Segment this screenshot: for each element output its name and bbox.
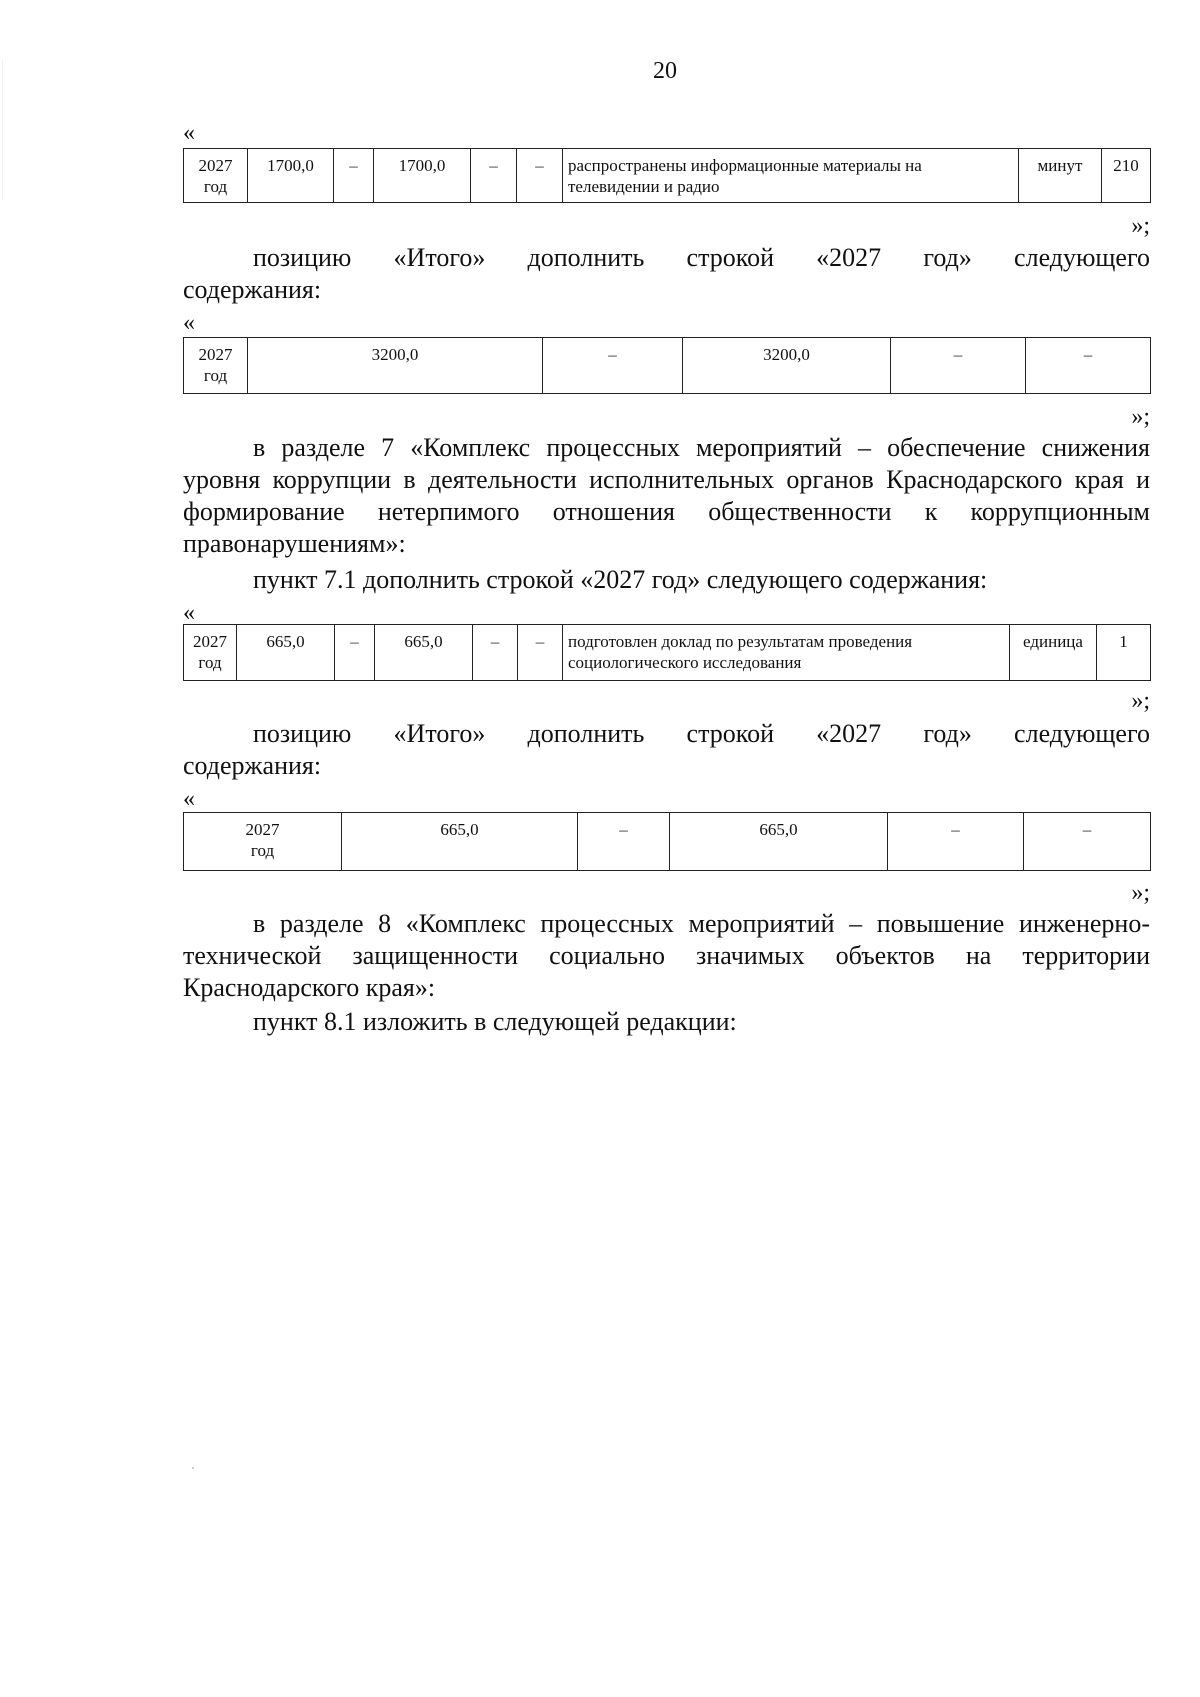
scan-speck (192, 1467, 194, 1469)
year-unit-text: год (250, 841, 275, 860)
year-unit-text: год (198, 653, 222, 672)
table-row (184, 338, 1151, 394)
year-text: 2027 (245, 820, 280, 839)
unit-cell: единица (1010, 625, 1097, 681)
paragraph-point-8-1 (183, 1006, 1150, 1038)
amount-other-cell: – (518, 625, 563, 681)
paragraph-point-7-1 (183, 564, 1150, 596)
table-row (184, 149, 1151, 203)
close-quote: »; (1131, 213, 1150, 239)
paragraph-section-8 (183, 908, 1150, 1004)
close-quote: »; (1131, 688, 1150, 714)
amount-local-cell: – (473, 625, 518, 681)
amount-total-cell: 1700,0 (248, 149, 334, 203)
paragraph-text: позицию «Итого» дополнить строкой «2027 год» следующего (253, 243, 1150, 272)
amount-federal-cell: – (335, 625, 375, 681)
paragraph-itogo-2 (183, 718, 1150, 750)
paragraph-text: позицию «Итого» дополнить строкой «2027 год» следующего (253, 719, 1150, 748)
open-quote: « (183, 600, 195, 626)
paragraph-text: пункт 8.1 изложить в следующей редакции: (253, 1007, 737, 1036)
paragraph-text: пункт 7.1 дополнить строкой «2027 год» следующего содержания: (253, 565, 988, 594)
amount-regional-cell: 1700,0 (374, 149, 471, 203)
amount-federal-cell: – (543, 338, 683, 394)
table-row (184, 813, 1151, 871)
year-cell (184, 149, 248, 203)
year-unit-text: год (203, 177, 228, 196)
table-row-2027-itogo-2 (183, 812, 1151, 871)
unit-cell: минут (1019, 149, 1102, 203)
paragraph-itogo-2-cont: содержания: (183, 751, 322, 780)
value-cell: 1 (1097, 625, 1151, 681)
result-cell: распространены информационные материалы на телевидении и радио (563, 149, 1019, 203)
amount-regional-cell: 665,0 (375, 625, 473, 681)
result-cell: подготовлен доклад по результатам проведения социологического исследования (563, 625, 1010, 681)
close-quote: »; (1131, 880, 1150, 906)
scan-edge-mark (2, 60, 3, 200)
year-text: 2027 (198, 345, 233, 364)
amount-total-cell: 665,0 (237, 625, 335, 681)
year-text: 2027 (198, 156, 233, 175)
page-number: 20 (653, 58, 677, 84)
year-unit-text: год (203, 366, 228, 385)
year-cell (184, 625, 237, 681)
amount-regional-cell: 665,0 (670, 813, 888, 871)
table-row-2027-info-materials (183, 148, 1151, 203)
close-quote: »; (1131, 404, 1150, 430)
paragraph-section-7 (183, 432, 1150, 560)
amount-local-cell: – (891, 338, 1026, 394)
amount-local-cell: – (888, 813, 1024, 871)
amount-total-cell: 3200,0 (248, 338, 543, 394)
paragraph-text: в разделе 7 «Комплекс процессных мероприятий – обеспечение снижения уровня коррупции в деятельности исполнительных органов Краснодарского края и формирование нетерпимого отношения общественности к коррупционным правонарушениям»: (183, 433, 1150, 558)
amount-other-cell: – (517, 149, 563, 203)
amount-total-cell: 665,0 (342, 813, 578, 871)
value-cell: 210 (1102, 149, 1151, 203)
table-row (184, 625, 1151, 681)
table-row-2027-report (183, 624, 1151, 681)
year-cell (184, 338, 248, 394)
open-quote: « (183, 310, 195, 336)
amount-federal-cell: – (334, 149, 374, 203)
open-quote: « (183, 120, 195, 146)
open-quote: « (183, 786, 195, 812)
year-cell (184, 813, 342, 871)
amount-other-cell: – (1024, 813, 1151, 871)
paragraph-itogo-1-cont: содержания: (183, 275, 322, 304)
paragraph-text: в разделе 8 «Комплекс процессных мероприятий – повышение инженерно-технической защищенности социально значимых объектов на территории Краснодарского края»: (183, 909, 1150, 1002)
year-text: 2027 (193, 632, 227, 651)
table-row-2027-itogo-1 (183, 337, 1151, 394)
paragraph-itogo-1 (183, 242, 1150, 274)
amount-federal-cell: – (578, 813, 670, 871)
amount-other-cell: – (1026, 338, 1151, 394)
amount-local-cell: – (471, 149, 517, 203)
amount-regional-cell: 3200,0 (683, 338, 891, 394)
